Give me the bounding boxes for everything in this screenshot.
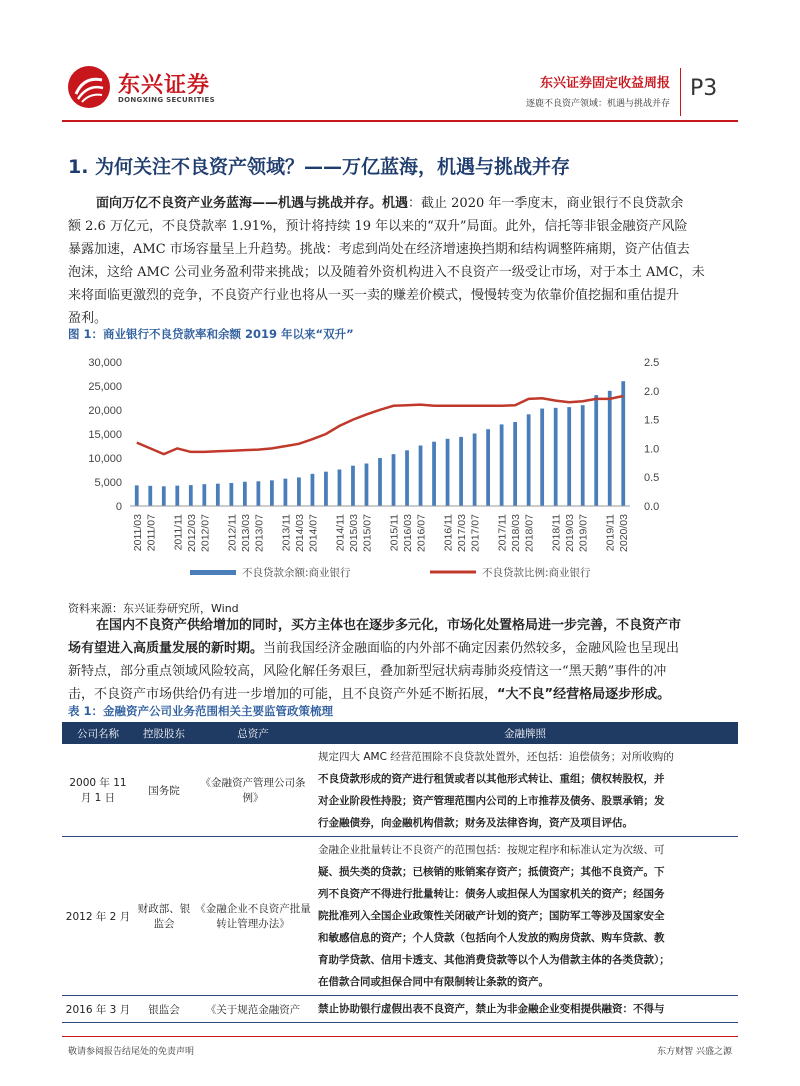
header-rule: [62, 120, 738, 122]
bar-npl-balance: [365, 464, 369, 506]
col-header-assets: 总资产: [194, 722, 312, 744]
x-tick-label: 2014/03: [293, 514, 306, 552]
logo-swirl-icon: [68, 66, 110, 108]
x-tick-label: 2012/03: [185, 514, 198, 552]
license-line: 和敏感信息的资产；个人贷款（包括向个人发放的购房贷款、购车贷款、教: [318, 932, 665, 944]
cell-holder: 财政部、银监会: [134, 837, 194, 996]
y-left-tick-label: 20,000: [88, 405, 122, 417]
x-tick-label: 2011/07: [145, 514, 158, 552]
legend-label-line: 不良贷款比例:商业银行: [482, 567, 591, 579]
bar-npl-balance: [405, 450, 409, 506]
bar-npl-balance: [594, 395, 598, 506]
bar-npl-balance: [148, 486, 152, 506]
report-title: 东兴证券固定收益周报: [539, 76, 670, 91]
policy-table: [62, 722, 738, 1023]
y-left-tick-label: 0: [115, 501, 122, 513]
x-tick-label: 2013/11: [280, 514, 293, 552]
chart-axes: [88, 357, 659, 552]
y-right-tick-label: 1.5: [644, 414, 660, 427]
y-left-tick-label: 30,000: [88, 357, 122, 369]
x-tick-label: 2011/11: [172, 514, 185, 551]
y-left-tick-label: 10,000: [88, 453, 122, 465]
bar-npl-balance: [581, 405, 585, 506]
license-line: 规定四大 AMC 经营范围除不良贷款处置外，还包括：追偿债务；对所收购的: [318, 751, 674, 763]
bar-npl-balance: [135, 485, 139, 506]
para2-bold-4: “大不良”经营格局逐步形成。: [497, 687, 671, 702]
license-line: 禁止协助银行虚假出表不良资产，禁止为非金融企业变相提供融资：不得与: [318, 1003, 665, 1015]
legend-swatch-bar: [190, 570, 236, 575]
x-tick-label: 2017/03: [456, 514, 469, 552]
x-tick-label: 2019/11: [604, 514, 617, 552]
x-tick-label: 2014/11: [334, 514, 347, 552]
footer-disclaimer: 敬请参阅报告结尾处的免责声明: [68, 1047, 195, 1057]
bar-npl-balance: [446, 439, 450, 506]
license-line: 在借款合同或担保合同中有限制转让条款的资产。: [318, 976, 549, 988]
bar-npl-balance: [540, 409, 544, 506]
bar-npl-balance: [175, 486, 179, 506]
para1-line-4: 泡沫，这给 AMC 公司业务盈利带来挑战；以及随着外资机构进入不良资产一级受让市场，对于本土 AMC，未: [68, 265, 705, 280]
license-line: 列不良资产不得进行批量转让：债务人或担保人为国家机关的资产；经国务: [318, 888, 665, 900]
table-row: [62, 744, 738, 837]
x-tick-label: 2018/03: [510, 514, 523, 552]
para1-bold-lead: 面向万亿不良资产业务蓝海——机遇与挑战并存。机遇: [96, 196, 409, 211]
x-tick-label: 2011/03: [131, 514, 144, 552]
footer-rule: [62, 1036, 738, 1037]
page-number: P3: [690, 76, 718, 101]
x-tick-label: 2019/03: [564, 514, 577, 552]
cell-license-text: [312, 996, 738, 1023]
x-tick-label: 2017/11: [496, 514, 509, 552]
bar-npl-balance: [432, 442, 436, 506]
x-tick-label: 2018/11: [550, 514, 563, 552]
bar-npl-balance: [500, 424, 504, 506]
bar-npl-balance: [270, 480, 274, 506]
col-header-license: 金融牌照: [312, 722, 738, 744]
npl-chart: [62, 346, 742, 596]
para2-bold-2: 场有望进入高质量发展的新时期。: [68, 641, 264, 656]
x-tick-label: 2013/03: [239, 514, 252, 552]
cell-holder: 国务院: [134, 744, 194, 837]
y-left-tick-label: 25,000: [88, 381, 122, 393]
logo-text-cn: 东兴证券: [118, 73, 211, 98]
y-left-tick-label: 5,000: [94, 477, 122, 489]
section-title: 1. 为何关注不良资产领域？——万亿蓝海，机遇与挑战并存: [68, 156, 571, 178]
bar-npl-balance: [459, 437, 463, 506]
bar-npl-balance: [189, 485, 193, 506]
para1-line-1: [68, 192, 732, 215]
company-logo-mark: [68, 66, 110, 108]
bar-npl-balance: [351, 466, 355, 506]
license-line: 对企业阶段性持股；资产管理范围内公司的上市推荐及债务、股票承销；发: [318, 795, 665, 807]
bar-npl-balance: [311, 474, 315, 506]
col-header-holder: 控股股东: [134, 722, 194, 744]
figure-source: 资料来源：东兴证券研究所，Wind: [68, 602, 239, 615]
x-tick-label: 2016/11: [442, 514, 455, 552]
x-tick-label: 2015/07: [361, 514, 374, 552]
para1-line-3: 暴露加速，AMC 市场容量呈上升趋势。挑战：考虑到尚处在经济增速换挡期和结构调整阵痛期，资产估值去: [68, 242, 690, 257]
bar-npl-balance: [392, 454, 396, 506]
bar-npl-balance: [297, 477, 301, 506]
cell-date: 2000 年 11 月 1 日: [62, 744, 134, 837]
bar-npl-balance: [419, 446, 423, 506]
bar-npl-balance: [202, 484, 206, 506]
y-right-tick-label: 2.0: [644, 385, 660, 398]
x-tick-label: 2016/07: [415, 514, 428, 552]
bar-npl-balance: [527, 414, 531, 506]
bar-npl-balance: [567, 407, 571, 506]
para2-text-4: 击，不良资产市场供给仍有进一步增加的可能，且不良资产外延不断拓展，: [68, 687, 498, 702]
second-paragraph: [68, 614, 732, 706]
bar-npl-balance: [338, 470, 342, 506]
para1-text: ：截止 2020 年一季度末，商业银行不良贷款余: [408, 196, 684, 211]
figure-caption: 图 1：商业银行不良贷款率和余额 2019 年以来“双升”: [68, 327, 354, 341]
footer-slogan: 东方财智 兴盛之源: [657, 1047, 732, 1057]
cell-license-text: [312, 837, 738, 996]
intro-paragraph: [68, 192, 732, 330]
y-right-tick-label: 0.0: [644, 501, 660, 513]
bar-npl-balance: [284, 479, 288, 506]
logo-text-en: DONGXING SECURITIES: [118, 96, 215, 104]
x-tick-label: 2020/03: [618, 514, 631, 552]
x-tick-label: 2019/07: [577, 514, 590, 552]
x-tick-label: 2012/11: [226, 514, 239, 552]
license-line: 金融企业批量转让不良资产的范围包括：按规定程序和标准认定为次级、可: [318, 844, 665, 856]
y-right-tick-label: 1.0: [644, 443, 660, 456]
license-line: 疑、损失类的贷款；已核销的账销案存资产；抵债资产；其他不良资产。下: [318, 866, 665, 878]
x-tick-label: 2016/03: [402, 514, 415, 552]
bar-npl-balance: [229, 483, 233, 506]
cell-document: 《关于规范金融资产: [194, 996, 312, 1023]
header-divider: [680, 68, 681, 116]
x-tick-label: 2012/07: [199, 514, 212, 552]
bar-npl-balance: [513, 422, 517, 506]
table-row: [62, 996, 738, 1023]
x-tick-label: 2013/07: [253, 514, 266, 552]
para1-line-2: 额 2.6 万亿元，不良贷款率 1.91%，预计将持续 19 年以来的“双升”局面。此外，信托等非银金融资产风险: [68, 219, 688, 234]
table-caption: 表 1：金融资产公司业务范围相关主要监管政策梳理: [68, 704, 334, 718]
bar-npl-balance: [486, 429, 490, 506]
cell-document: 《金融企业不良资产批量转让管理办法》: [194, 837, 312, 996]
x-tick-label: 2018/07: [523, 514, 536, 552]
x-tick-label: 2015/03: [347, 514, 360, 552]
license-line: 育助学贷款、信用卡透支、其他消费贷款等以个人为借款主体的各类贷款）；: [318, 954, 670, 966]
para2-line-1: [68, 614, 732, 637]
x-tick-label: 2014/07: [307, 514, 320, 552]
bar-npl-balance: [162, 486, 166, 506]
para2-bold-1: 在国内不良资产供给增加的同时，买方主体也在逐步多元化，市场化处置格局进一步完善，不良资产市: [96, 618, 682, 633]
bar-npl-balance: [324, 472, 328, 506]
bar-npl-balance: [621, 381, 625, 506]
cell-date: 2012 年 2 月: [62, 837, 134, 996]
report-subtitle: 逐鹿不良资产领域：机遇与挑战并存: [525, 99, 670, 109]
bar-npl-balance: [378, 458, 382, 506]
license-line: 不良贷款形成的资产进行租赁或者以其他形式转让、重组；债权转股权，并: [318, 773, 665, 785]
chart-line: [137, 396, 623, 454]
line-npl-ratio: [137, 396, 623, 454]
bar-npl-balance: [554, 408, 558, 506]
cell-date: 2016 年 3 月: [62, 996, 134, 1023]
y-right-tick-label: 2.5: [644, 357, 660, 369]
para1-line-6: 盈利。: [68, 311, 108, 326]
para2-text-2: 当前我国经济金融面临的内外部不确定因素仍然较多，金融风险也呈现出: [263, 641, 680, 656]
table-header-row: [62, 722, 738, 744]
bar-npl-balance: [608, 391, 612, 506]
para2-line-2: [68, 637, 732, 660]
chart-legend: [190, 566, 591, 579]
cell-holder: 银监会: [134, 996, 194, 1023]
bar-npl-balance: [243, 482, 247, 506]
bar-npl-balance: [216, 484, 220, 506]
table-row: [62, 837, 738, 996]
bar-npl-balance: [473, 434, 477, 506]
x-tick-label: 2017/07: [469, 514, 482, 552]
license-line: 院批准列入全国企业政策性关闭破产计划的资产；国防军工等涉及国家安全: [318, 910, 665, 922]
y-right-tick-label: 0.5: [644, 472, 660, 485]
legend-label-bar: 不良贷款余额:商业银行: [242, 567, 351, 579]
x-tick-label: 2015/11: [388, 514, 401, 552]
bar-npl-balance: [256, 481, 260, 506]
col-header-company: 公司名称: [62, 722, 134, 744]
license-line: 行金融债券，向金融机构借款；财务及法律咨询，资产及项目评估。: [318, 817, 633, 829]
para1-line-5: 来将面临更激烈的竞争，不良资产行业也将从一买一卖的赚差价模式，慢慢转变为依靠价值挖掘和重估提升: [68, 288, 680, 303]
y-left-tick-label: 15,000: [88, 429, 122, 441]
para2-line-3: 新特点，部分重点领域风险较高，风险化解任务艰巨，叠加新型冠状病毒肺炎疫情这一“黑天鹅”事件的冲: [68, 664, 667, 679]
cell-license-text: [312, 744, 738, 837]
cell-document: 《金融资产管理公司条例》: [194, 744, 312, 837]
